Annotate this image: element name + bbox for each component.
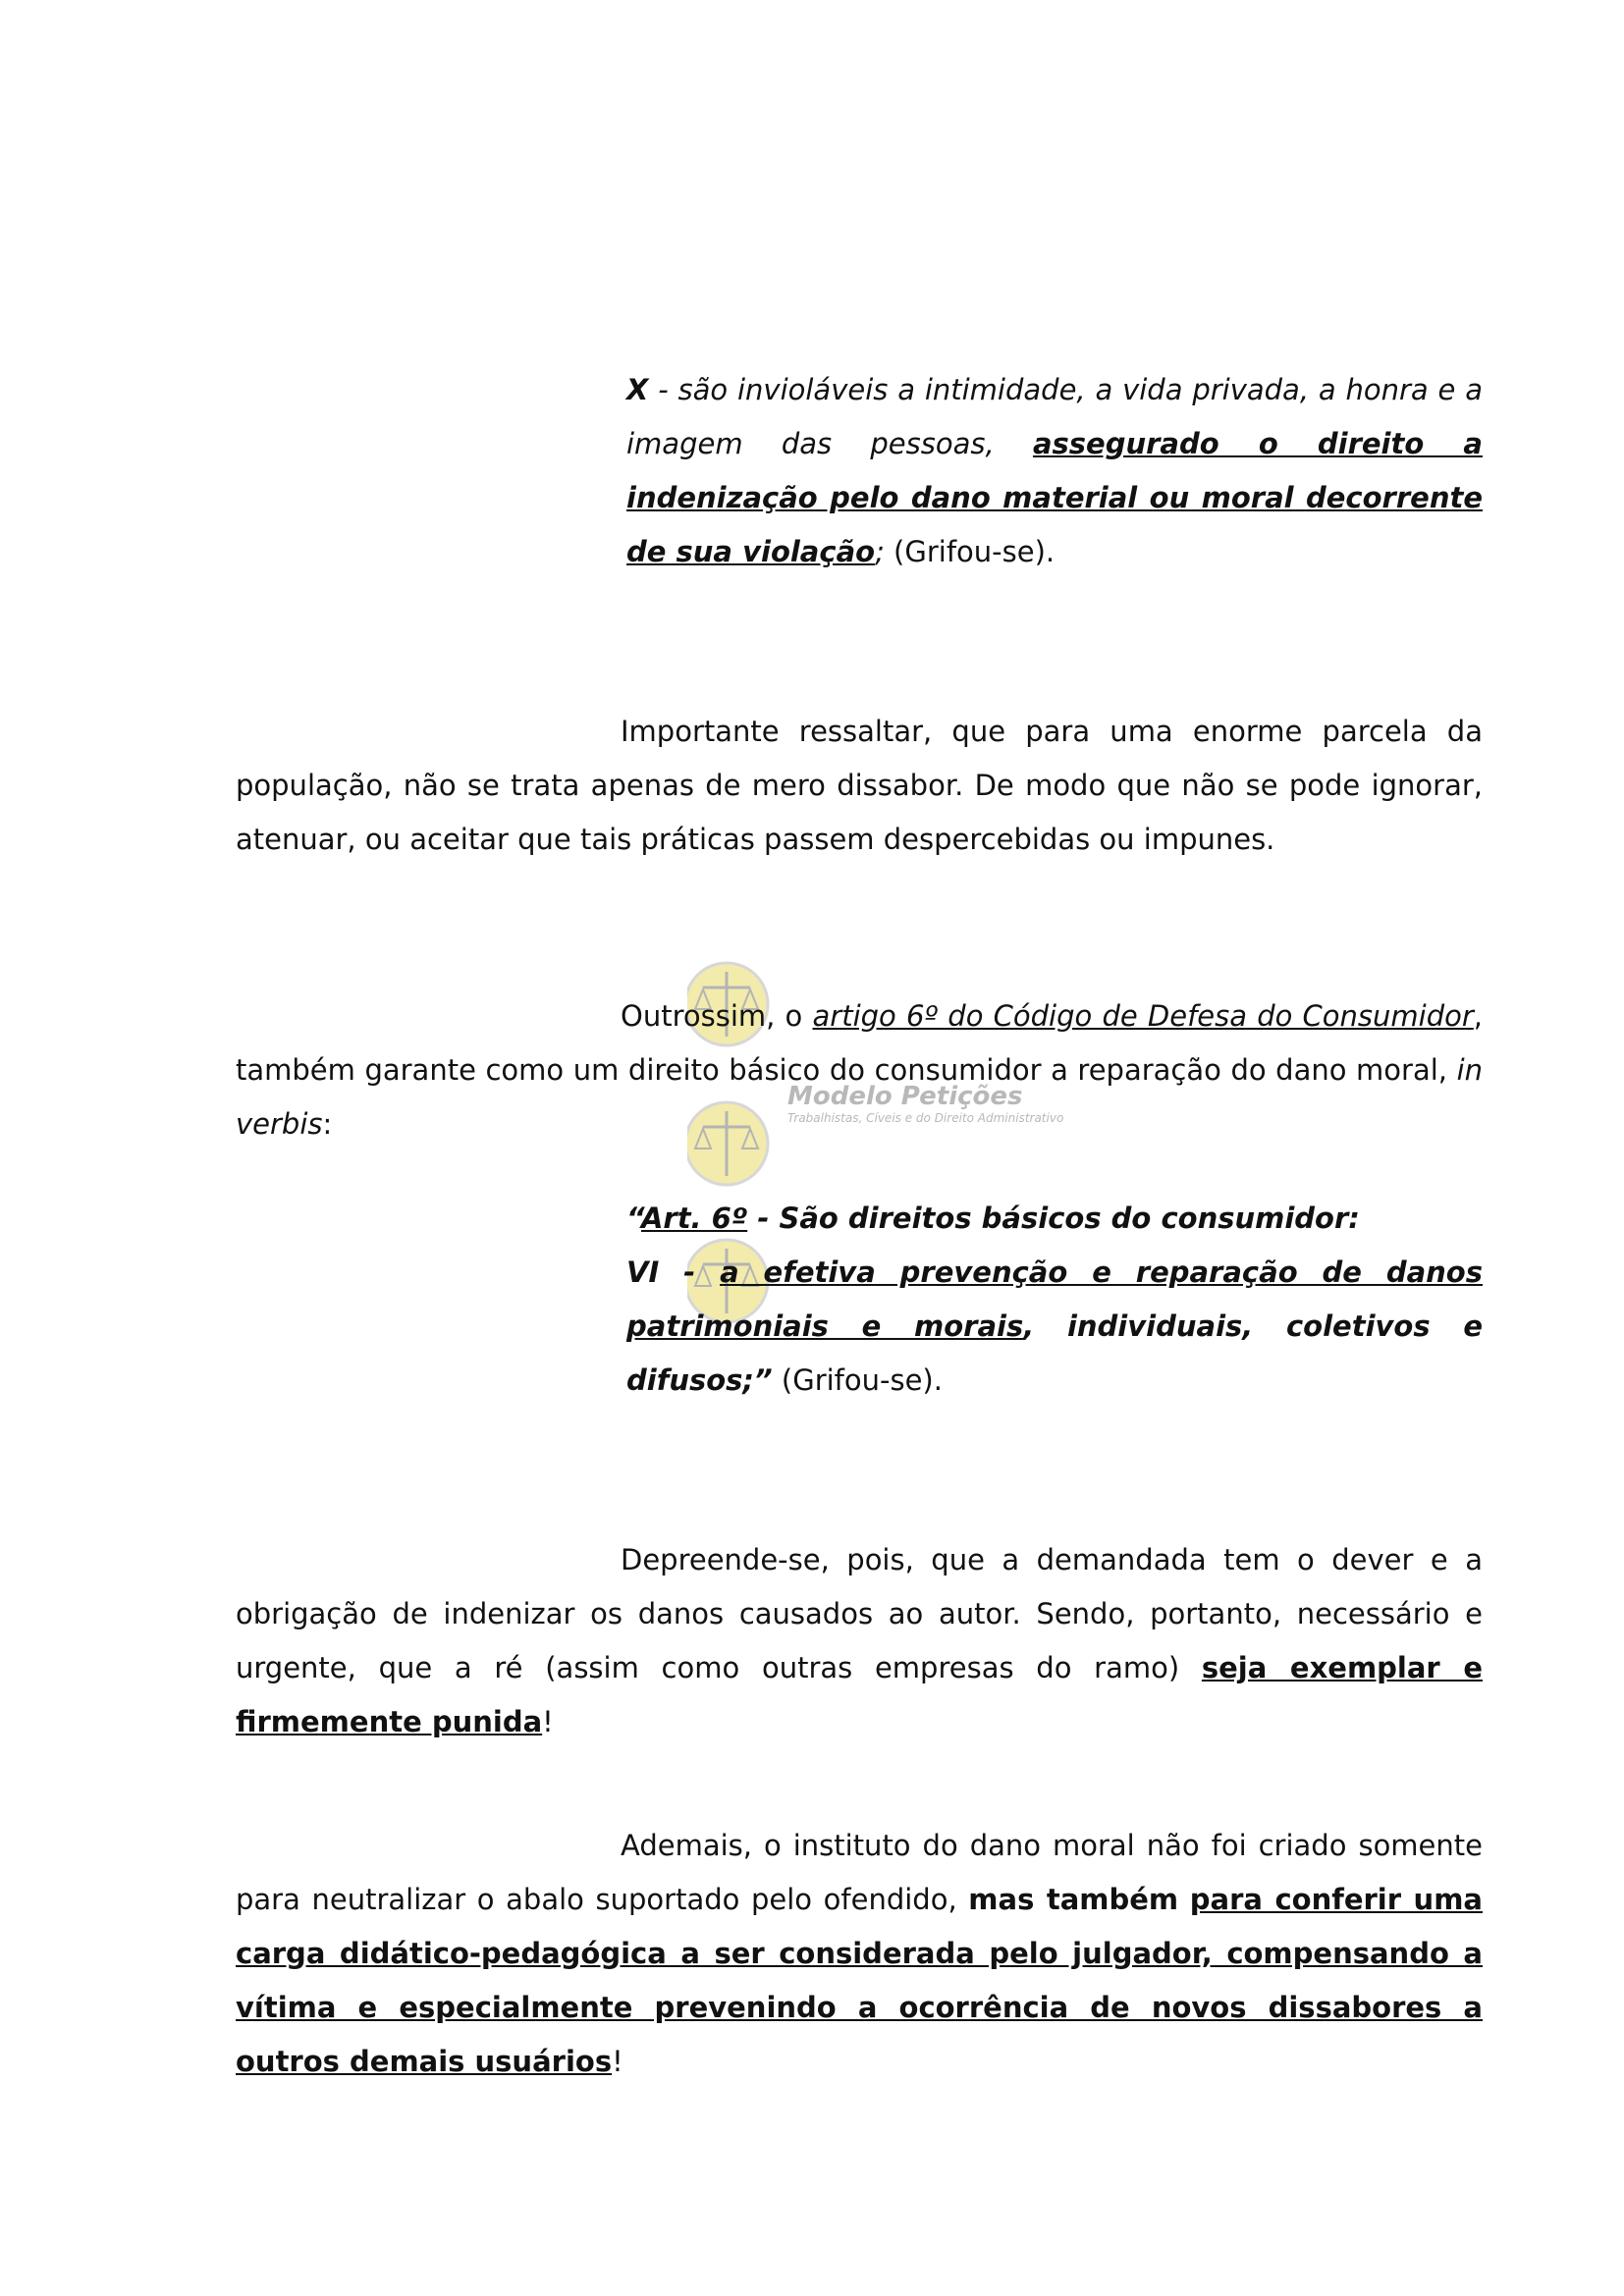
- paragraph-text: Importante ressaltar, que para uma enorme parcela da população, não se trata apenas de mero dissabor. De modo que não se pode ignorar, atenuar, ou aceitar que tais práticas passem despercebidas ou impunes.: [236, 715, 1483, 856]
- quote-semicolon: ;: [875, 535, 885, 568]
- paragraph-text: Ademais, o instituto do dano moral não foi criado somente para neutralizar o abalo suportado pelo ofendido,: [236, 1829, 1483, 1916]
- quote-emphasis: assegurado o direito a indenização pelo dano material ou moral decorrente de sua violação: [626, 427, 1483, 568]
- paragraph-ademais: [236, 1819, 1483, 2089]
- quote-text: , individuais, coletivos e difusos;”: [626, 1309, 1483, 1397]
- watermark-subtitle: Trabalhistas, Cíveis e do Direito Administrativo: [787, 1111, 1064, 1125]
- quote-cdc: [626, 1192, 1483, 1408]
- paragraph-emphasis: para conferir uma carga didático-pedagógica a ser considerada pelo julgador, compensando a vítima e especialmente prevenindo a ocorrência de novos dissabores a outros demais usuários: [236, 1883, 1483, 2078]
- paragraph-text: !: [542, 1705, 554, 1738]
- quote-citation: (Grifou-se).: [772, 1363, 943, 1397]
- quote-constitution: [626, 363, 1483, 579]
- quote-text: - são invioláveis a intimidade, a vida privada, a honra e a imagem das pessoas,: [626, 373, 1483, 460]
- paragraph-text: !: [612, 2045, 623, 2078]
- paragraph-text: , também garante como um direito básico do consumidor a reparação do dano moral,: [236, 999, 1484, 1087]
- quote-lead: VI -: [626, 1255, 721, 1289]
- paragraph-text: Depreende-se, pois, que a demandada tem o dever e a obrigação de indenizar os danos causados ao autor. Sendo, portanto, necessário e urgente, que a ré (assim como outras empresas do ramo): [236, 1543, 1483, 1684]
- watermark-title: Modelo Petições: [787, 1082, 1023, 1111]
- quote-emphasis: a efetiva prevenção e reparação de danos patrimoniais e morais: [626, 1255, 1483, 1343]
- cdc-reference: artigo 6º do Código de Defesa do Consumidor: [812, 999, 1474, 1033]
- quote-lead: X: [626, 373, 649, 406]
- paragraph-emphasis: seja exemplar e firmemente punida: [236, 1651, 1483, 1738]
- quote-open: “: [626, 1201, 641, 1235]
- quote-citation: (Grifou-se).: [884, 535, 1056, 568]
- paragraph-text: Outrossim, o: [621, 999, 813, 1033]
- latin-term: in verbis: [236, 1053, 1483, 1141]
- quote-text: - São direitos básicos do consumidor:: [747, 1201, 1360, 1235]
- paragraph-text: :: [322, 1107, 333, 1141]
- paragraph-importante: [236, 705, 1483, 867]
- paragraph-outrossim: [236, 989, 1483, 1151]
- paragraph-depreende: [236, 1533, 1483, 1749]
- quote-article: Art. 6º: [640, 1201, 748, 1235]
- paragraph-bold: mas também: [968, 1883, 1179, 1916]
